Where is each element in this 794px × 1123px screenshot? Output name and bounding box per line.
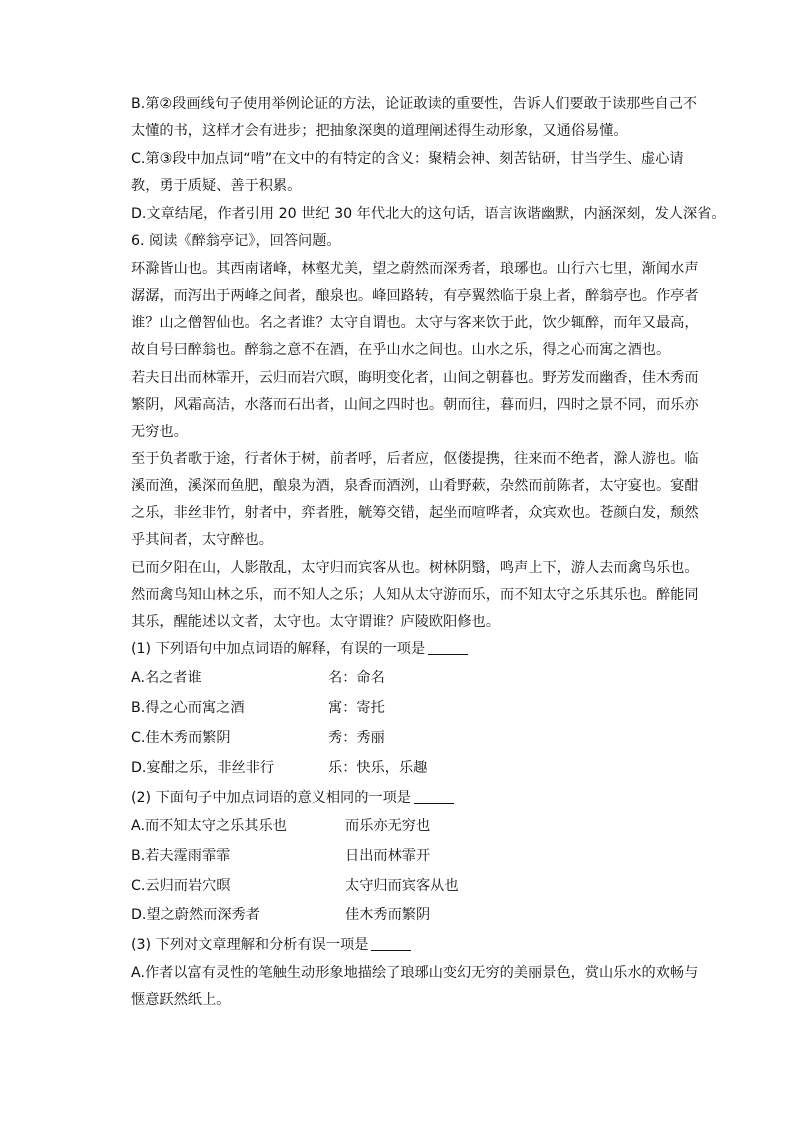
answer-blank[interactable] bbox=[414, 793, 454, 804]
sub3-option-a: A.作者以富有灵性的笔触生动形象地描绘了琅琊山变幻无穷的美丽景色，赏山乐水的欢畅与 惬意跃然纸上。 bbox=[131, 965, 699, 1008]
prev-option-c: C.第③段中加点词“啃”在文中的有特定的含义：聚精会神、刻苦钻研，甘当学生、虚心请 教，勇于质疑、善于积累。 bbox=[131, 151, 684, 194]
question-6-title: 6. 阅读《醉翁亭记》，回答问题。 bbox=[131, 233, 341, 249]
passage-paragraph-4: 已而夕阳在山，人影散乱，太守归而宾客从也。树林阴翳，鸣声上下，游人去而禽鸟乐也。 然而禽鸟知山林之乐，而不知人之乐；人知从太守游而乐，而不知太守之乐其乐也。醉能同 其乐，醒能述以文者，太守也。太守谓谁？庐陵欧阳修也。 bbox=[131, 560, 699, 630]
passage-paragraph-2: 若夫日出而林霏开，云归而岩穴暝，晦明变化者，山间之朝暮也。野芳发而幽香，佳木秀而 繁阴，风霜高洁，水落而石出者，山间之四时也。朝而往，暮而归，四时之景不同，而乐亦 无穷也。 bbox=[131, 370, 699, 440]
passage-paragraph-1: 环滁皆山也。其西南诸峰，林壑尤美，望之蔚然而深秀者，琅琊也。山行六七里，渐闻水声 潺潺，而泻出于两峰之间者，酿泉也。峰回路转，有亭翼然临于泉上者，醉翁亭也。作亭者 谁？山之僧智仙也。名之者谁？太守自谓也。太守与客来饮于此，饮少辄醉，而年又最高， 故自号曰醉翁也。醉翁之意不在酒，在乎山水之间也。山水之乐，得之心而寓之酒也。 bbox=[131, 261, 699, 358]
answer-blank[interactable] bbox=[428, 644, 468, 655]
document-page: B.第②段画线句子使用举例论证的方法，论证敢读的重要性，告诉人们要敢于读那些自己不 太懂的书，这样才会有进步；把抽象深奥的道理阐述得生动形象，又通俗易懂。 C.第③段中加点词“啃”在文中的有特定的含义：聚精会神、刻苦钻研，甘当学生、虚心请 教，勇于质疑、善于积累。 D.文章结尾，作者引用 20 世纪 30 年代北大的这句话，语言诙谐幽默，内涵深刻，发人深省。 6. 阅读《醉翁亭记》，回答问题。 环滁皆山也。其西南诸峰，林壑尤美，望之蔚然而深秀者，琅琊也。山行六七里，渐闻水声 潺潺，而泻出于两峰之间者，酿泉也。峰回路转，有亭翼然临于泉上者，醉翁亭也。作亭者 谁？山之僧智仙也。名之者谁？太守自谓也。太守与客来饮于此，饮少辄醉，而年又最高， 故自号曰醉翁也。醉翁之意不在酒，在乎山水之间也。山水之乐，得之心而寓之酒也。 若夫日出而林霏开，云归而岩穴暝，晦明变化者，山间之朝暮也。野芳发而幽香，佳木秀而 繁阴，风霜高洁，水落而石出者，山间之四时也。朝而往，暮而归，四时之景不同，而乐亦 无穷也。 至于负者歌于途，行者休于树，前者呼，后者应，伛偻提携，往来而不绝者，滁人游也。临 溪而渔，溪深而鱼肥，酿泉为酒，泉香而酒洌，山肴野蔌，杂然而前陈者，太守宴也。宴酣 之乐，非丝非竹，射者中，弈者胜，觥筹交错，起坐而喧哗者，众宾欢也。苍颜白发，颓然 乎其间者，太守醉也。 已而夕阳在山，人影散乱，太守归而宾客从也。树林阴翳，鸣声上下，游人去而禽鸟乐也。 然而禽鸟知山林之乐，而不知人之乐；人知从太守游而乐，而不知太守之乐其乐也。醉能同 其乐，醒能述以文者，太守也。太守谓谁？庐陵欧阳修也。 (1) 下列语句中加点词语的解释，有误的一项是 A.名之者谁 名：命名 B.得之心而寓之酒 寓：寄托 C.佳木秀而繁阴 秀：秀丽 D.宴酣之乐，非丝非行 乐：快乐，乐趣 (2) 下面句子中加点词语的意义相同的一项是 A.而不知太守之乐其乐也 而乐亦无穷也 B.若夫霪雨霏霏 日出而林霏开 C.云归而岩穴暝 太守归而宾客从也 D.望之蔚然而深秀者 佳木秀而繁阴 (3) 下列对文章理解和分析有误一项是 A.作者以富有灵性的笔触生动形象地描绘了琅琊山变幻无穷的美丽景色，赏山乐水的欢畅与 惬意跃然纸上。 bbox=[0, 0, 794, 1123]
answer-blank[interactable] bbox=[371, 940, 411, 951]
prev-option-d: D.文章结尾，作者引用 20 世纪 30 年代北大的这句话，语言诙谐幽默，内涵深刻，发人深省。 bbox=[131, 206, 726, 222]
sub-question-2-stem: (2) 下面句子中加点词语的意义相同的一项是 bbox=[131, 785, 691, 812]
sub-question-3-stem: (3) 下列对文章理解和分析有误一项是 bbox=[131, 932, 691, 959]
prev-option-b: B.第②段画线句子使用举例论证的方法，论证敢读的重要性，告诉人们要敢于读那些自己不 太懂的书，这样才会有进步；把抽象深奥的道理阐述得生动形象，又通俗易懂。 bbox=[131, 96, 698, 139]
passage-paragraph-3: 至于负者歌于途，行者休于树，前者呼，后者应，伛偻提携，往来而不绝者，滁人游也。临 溪而渔，溪深而鱼肥，酿泉为酒，泉香而酒洌，山肴野蔌，杂然而前陈者，太守宴也。宴酣 之乐，非丝非竹，射者中，弈者胜，觥筹交错，起坐而喧哗者，众宾欢也。苍颜白发，颓然 乎其间者，太守醉也。 bbox=[131, 451, 699, 548]
sub-question-1-stem: (1) 下列语句中加点词语的解释，有误的一项是 bbox=[131, 636, 691, 663]
